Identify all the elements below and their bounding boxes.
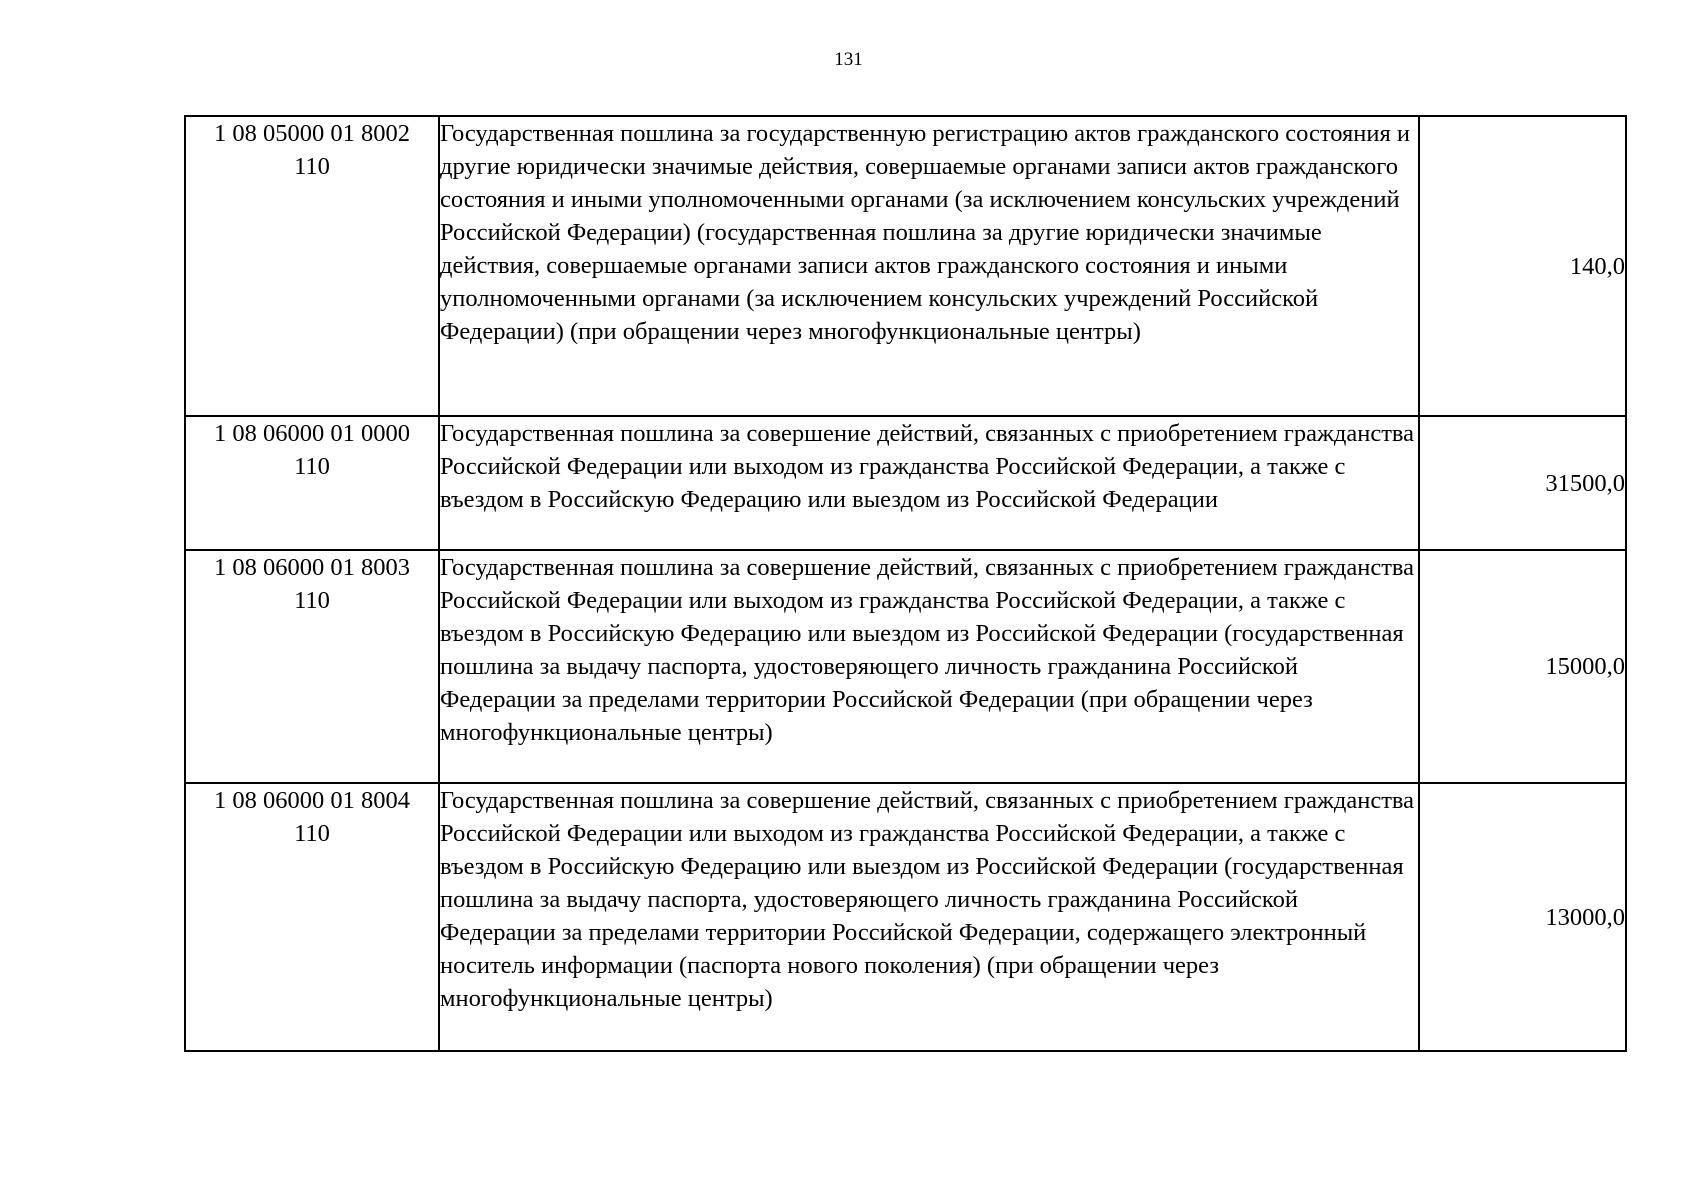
description-cell: Государственная пошлина за государственную регистрацию актов гражданского состояния и другие юридически значимые действия, совершаемые органами записи актов гражданского состояния и иными уполномоченными органами (за исключением консульских учреждений Российской Федерации) (государственная пошлина за другие юридически значимые действия, совершаемые органами записи актов гражданского состояния и иными уполномоченными органами (за исключением консульских учреждений Российской Федерации) (при обращении через многофункциональные центры)	[439, 116, 1419, 416]
amount-cell: 140,0	[1419, 116, 1626, 416]
budget-code-cell	[185, 550, 439, 783]
budget-code-cell	[185, 416, 439, 550]
table-row	[185, 550, 1626, 783]
budget-code: 1 08 06000 01 8004	[214, 787, 410, 814]
budget-code: 1 08 06000 01 0000	[214, 420, 410, 447]
budget-code-cell	[185, 116, 439, 416]
budget-code-suffix: 110	[294, 587, 330, 614]
description-cell: Государственная пошлина за совершение действий, связанных с приобретением гражданства Российской Федерации или выходом из гражданства Российской Федерации, а также с въездом в Российскую Федерацию или выездом из Российской Федерации	[439, 416, 1419, 550]
budget-code-suffix: 110	[294, 153, 330, 180]
table-row	[185, 416, 1626, 550]
budget-code: 1 08 05000 01 8002	[214, 120, 410, 147]
table-row	[185, 783, 1626, 1051]
amount-cell: 31500,0	[1419, 416, 1626, 550]
description-cell: Государственная пошлина за совершение действий, связанных с приобретением гражданства Российской Федерации или выходом из гражданства Российской Федерации, а также с въездом в Российскую Федерацию или выездом из Российской Федерации (государственная пошлина за выдачу паспорта, удостоверяющего личность гражданина Российской Федерации за пределами территории Российской Федерации, содержащего электронный носитель информации (паспорта нового поколения) (при обращении через многофункциональные центры)	[439, 783, 1419, 1051]
budget-code-suffix: 110	[294, 453, 330, 480]
amount-cell: 15000,0	[1419, 550, 1626, 783]
table-row	[185, 116, 1626, 416]
budget-code-suffix: 110	[294, 820, 330, 847]
page-number: 131	[834, 49, 863, 70]
revenue-table	[184, 115, 1627, 1052]
budget-code: 1 08 06000 01 8003	[214, 554, 410, 581]
budget-code-cell	[185, 783, 439, 1051]
amount-cell: 13000,0	[1419, 783, 1626, 1051]
description-cell: Государственная пошлина за совершение действий, связанных с приобретением гражданства Российской Федерации или выходом из гражданства Российской Федерации, а также с въездом в Российскую Федерацию или выездом из Российской Федерации (государственная пошлина за выдачу паспорта, удостоверяющего личность гражданина Российской Федерации за пределами территории Российской Федерации (при обращении через многофункциональные центры)	[439, 550, 1419, 783]
